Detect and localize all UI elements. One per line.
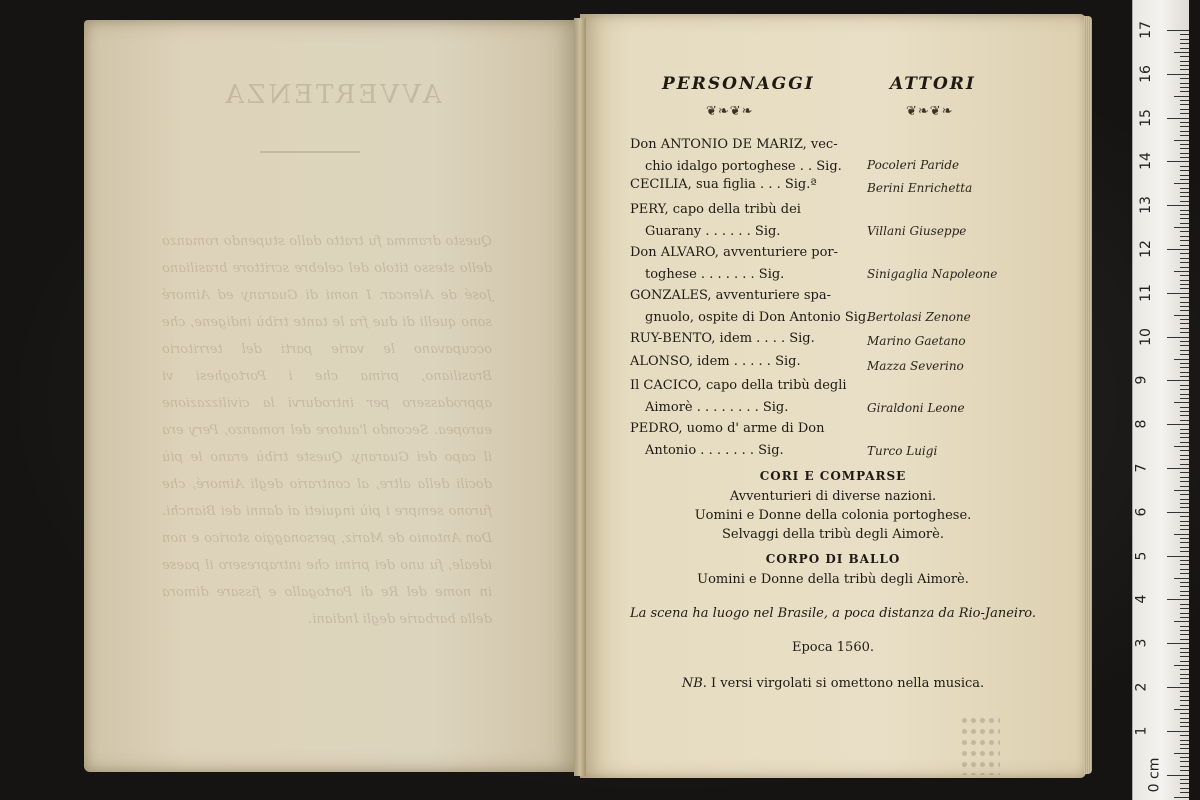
ruler-tick (1180, 691, 1189, 692)
ruler-tick (1180, 630, 1189, 631)
ruler-tick (1180, 529, 1189, 530)
actor-name: Marino Gaetano (867, 334, 966, 348)
ruler-number: 1 (1133, 726, 1150, 736)
ruler-number: 17 (1137, 21, 1154, 39)
ruler-tick (1167, 468, 1189, 469)
ruler-tick (1167, 687, 1189, 688)
ruler-tick (1180, 591, 1189, 592)
ruler-tick (1180, 696, 1189, 697)
ruler-number: 10 (1137, 327, 1154, 346)
role-line: chio idalgo portoghese . . Sig. (645, 159, 842, 174)
ruler-tick (1180, 582, 1189, 583)
ruler-tick (1180, 560, 1189, 561)
role-line: toghese . . . . . . . Sig. (645, 267, 785, 282)
ruler-number: 15 (1137, 108, 1154, 127)
ruler-number: 14 (1137, 152, 1154, 171)
ruler-tick (1167, 161, 1189, 162)
ruler-tick (1180, 420, 1189, 421)
actor-name: Sinigaglia Napoleone (867, 267, 998, 281)
ruler-tick (1180, 175, 1189, 176)
ruler-tick (1180, 713, 1189, 714)
ruler-tick (1180, 407, 1189, 408)
ruler-tick (1180, 302, 1189, 303)
ruler-tick (1180, 306, 1189, 307)
measuring-ruler (1132, 0, 1189, 800)
ruler-tick (1180, 201, 1189, 202)
ornament-left: ❦❧❦❧ (706, 104, 754, 119)
ruler-number: 11 (1137, 283, 1154, 302)
nb-text: I versi virgolati si omettono nella musica. (706, 676, 985, 691)
ruler-tick (1180, 648, 1189, 649)
ruler-tick (1180, 284, 1189, 285)
ruler-tick (1180, 43, 1189, 44)
role-line: RUY-BENTO, idem . . . . Sig. (630, 331, 815, 346)
ruler-tick (1180, 683, 1189, 684)
ruler-tick (1180, 744, 1189, 745)
ruler-tick (1180, 613, 1189, 614)
ruler-tick (1180, 604, 1189, 605)
role-alonso (630, 351, 801, 373)
ruler-tick (1180, 429, 1189, 430)
ruler-tick (1167, 643, 1189, 644)
ruler-tick (1180, 170, 1189, 171)
role-cacico (630, 375, 847, 419)
ruler-tick (1180, 761, 1189, 762)
ruler-tick (1180, 656, 1189, 657)
ruler-tick (1174, 621, 1189, 622)
ruler-tick (1180, 586, 1189, 587)
ruler-tick (1180, 674, 1189, 675)
ruler-tick (1167, 380, 1189, 381)
ruler-tick (1180, 332, 1189, 333)
ruler-tick (1180, 639, 1189, 640)
ruler-tick (1180, 262, 1189, 263)
ruler-tick (1180, 726, 1189, 727)
actor-name: Villani Giuseppe (867, 224, 967, 238)
ruler-tick (1180, 192, 1189, 193)
ruler-tick (1167, 30, 1189, 31)
ruler-tick (1180, 157, 1189, 158)
ruler-tick (1180, 131, 1189, 132)
ruler-tick (1180, 678, 1189, 679)
ruler-tick (1180, 661, 1189, 662)
ruler-tick (1180, 792, 1189, 793)
ghost-body: Questo dramma fu tratto dallo stupendo romanzo dello stesso titolo del celebre scrittore brasiliano José de Alencar. I nomi di Guarany ed Aimoré sono quelli di due fra le tante tribù indigene, che occupavano le varie parti del territorio Brasiliano, prima che i Portoghesi vi approdassero per introdurvi la civilizzazione europea. Secondo l'autore del romanzo, Pery era il capo dei Guarany. Queste tribù erano le più docili della altre, al contrario degli Aimoré, che furono sempre i più inquieti ai danni dei Bianchi. Don Antonio de Mariz, personaggio storico e non ideale, fu uno dei primi che intrapresero il paese in nome del Re di Portogallo e fissare dimora della barbarie degli Indiani. (162, 234, 492, 627)
ruler-tick (1180, 310, 1189, 311)
actor-name: Turco Luigi (867, 444, 938, 458)
ruler-tick (1174, 753, 1189, 754)
ruler-tick (1180, 109, 1189, 110)
header-characters: PERSONAGGI (662, 74, 815, 94)
ruler-tick (1180, 669, 1189, 670)
ruler-tick (1167, 556, 1189, 557)
ruler-tick (1180, 569, 1189, 570)
ruler-tick (1180, 779, 1189, 780)
ruler-tick (1167, 512, 1189, 513)
ruler-tick (1180, 69, 1189, 70)
ruler-tick (1180, 83, 1189, 84)
role-cecilia (630, 174, 817, 196)
ruler-tick (1174, 446, 1189, 447)
ruler-tick (1180, 503, 1189, 504)
ruler-tick (1180, 385, 1189, 386)
ruler-number: 13 (1137, 196, 1154, 215)
ruler-tick (1180, 323, 1189, 324)
ruler-tick (1180, 542, 1189, 543)
epoch: Epoca 1560. (791, 640, 875, 655)
ruler-tick (1167, 731, 1189, 732)
ruler-number: 0 cm (1146, 757, 1163, 792)
ruler-tick (1174, 490, 1189, 491)
ruler-tick (1174, 665, 1189, 666)
ruler-tick (1180, 153, 1189, 154)
role-ruy-bento (630, 328, 815, 350)
ruler-tick (1180, 328, 1189, 329)
ruler-tick (1180, 415, 1189, 416)
role-line: PEDRO, uomo d' arme di Don (630, 421, 825, 436)
ruler-tick (1180, 735, 1189, 736)
actor-name: Pocoleri Paride (867, 158, 960, 172)
ruler-tick (1180, 297, 1189, 298)
ruler-number: 8 (1133, 419, 1150, 429)
ruler-tick (1180, 481, 1189, 482)
chorus-line: Uomini e Donne della colonia portoghese. (694, 508, 972, 523)
cast-list (580, 14, 1086, 778)
ruler-tick (1180, 218, 1189, 219)
ruler-tick (1180, 783, 1189, 784)
ruler-tick (1167, 293, 1189, 294)
role-line: PERY, capo della tribù dei (630, 202, 801, 217)
ruler-tick (1174, 402, 1189, 403)
ruler-tick (1180, 486, 1189, 487)
ruler-tick (1180, 507, 1189, 508)
ruler-tick (1167, 775, 1189, 776)
ruler-tick (1174, 227, 1189, 228)
ruler-tick (1180, 56, 1189, 57)
actor-name: Mazza Severino (867, 359, 964, 373)
ruler-tick (1180, 722, 1189, 723)
ruler-tick (1180, 700, 1189, 701)
role-line: Il CACICO, capo della tribù degli (630, 378, 847, 393)
ruler-tick (1180, 61, 1189, 62)
ruler-number: 3 (1133, 638, 1150, 648)
ruler-tick (1174, 96, 1189, 97)
ruler-tick (1180, 350, 1189, 351)
ballet-line: Uomini e Donne della tribù degli Aimorè. (697, 572, 969, 587)
role-line: Don ALVARO, avventuriere por- (630, 245, 839, 260)
ruler-tick (1180, 319, 1189, 320)
ruler-number: 9 (1133, 375, 1150, 385)
ruler-tick (1180, 525, 1189, 526)
ruler-tick (1180, 740, 1189, 741)
ruler-number: 2 (1133, 682, 1150, 692)
ruler-number: 12 (1137, 240, 1154, 258)
ruler-tick (1180, 455, 1189, 456)
ruler-tick (1180, 258, 1189, 259)
ruler-tick (1174, 709, 1189, 710)
actor-name: Bertolasi Zenone (867, 310, 971, 324)
ruler-tick (1180, 538, 1189, 539)
ruler-tick (1180, 433, 1189, 434)
actor-name: Giraldoni Leone (867, 401, 965, 415)
ruler-tick (1180, 122, 1189, 123)
ruler-tick (1180, 214, 1189, 215)
ruler-tick (1180, 196, 1189, 197)
ruler-tick (1167, 74, 1189, 75)
header-actors: ATTORI (890, 74, 976, 94)
ruler-tick (1180, 748, 1189, 749)
role-line: ALONSO, idem . . . . . Sig. (630, 354, 801, 369)
ruler-tick (1174, 797, 1189, 798)
ruler-tick (1180, 757, 1189, 758)
actor-name: Berini Enrichetta (867, 181, 973, 195)
ruler-tick (1174, 271, 1189, 272)
role-line: CECILIA, sua figlia . . . Sig.ª (630, 177, 817, 192)
ruler-tick (1180, 91, 1189, 92)
ruler-tick (1167, 118, 1189, 119)
ruler-tick (1180, 494, 1189, 495)
chorus-line: Selvaggi della tribù degli Aimorè. (722, 527, 944, 542)
ruler-tick (1180, 65, 1189, 66)
ruler-tick (1180, 39, 1189, 40)
ruler-tick (1180, 718, 1189, 719)
ruler-tick (1180, 87, 1189, 88)
ruler-tick (1174, 315, 1189, 316)
ruler-tick (1180, 223, 1189, 224)
ruler-tick (1180, 547, 1189, 548)
role-line: Don ANTONIO DE MARIZ, vec- (630, 137, 838, 152)
ruler-tick (1174, 52, 1189, 53)
ruler-tick (1180, 100, 1189, 101)
ruler-tick (1180, 341, 1189, 342)
ruler-tick (1167, 424, 1189, 425)
role-gonzales (630, 285, 870, 329)
ruler-tick (1180, 345, 1189, 346)
ruler-tick (1180, 499, 1189, 500)
ruler-tick (1180, 437, 1189, 438)
ruler-number: 4 (1133, 594, 1150, 604)
role-line: Antonio . . . . . . . Sig. (645, 443, 784, 458)
ruler-tick (1167, 599, 1189, 600)
ruler-tick (1180, 280, 1189, 281)
ruler-tick (1180, 788, 1189, 789)
ruler-tick (1180, 354, 1189, 355)
ruler-tick (1180, 394, 1189, 395)
ruler-tick (1180, 398, 1189, 399)
ruler-tick (1180, 48, 1189, 49)
ruler-tick (1174, 534, 1189, 535)
ruler-tick (1180, 179, 1189, 180)
ruler-tick (1180, 626, 1189, 627)
ruler-tick (1180, 104, 1189, 105)
ruler-tick (1180, 267, 1189, 268)
ruler-tick (1180, 442, 1189, 443)
ruler-tick (1180, 770, 1189, 771)
scene-note: La scena ha luogo nel Brasile, a poca distanza da Rio-Janeiro. (629, 606, 1037, 621)
ruler-tick (1180, 166, 1189, 167)
role-alvaro (630, 242, 838, 286)
ruler-number: 16 (1137, 64, 1154, 83)
ornament-right: ❦❧❦❧ (906, 104, 954, 119)
ruler-tick (1180, 705, 1189, 706)
ruler-tick (1174, 578, 1189, 579)
nb-label: NB. (681, 676, 707, 691)
ruler-tick (1180, 126, 1189, 127)
ruler-tick (1180, 564, 1189, 565)
ruler-tick (1167, 337, 1189, 338)
ruler-tick (1180, 459, 1189, 460)
ruler-tick (1180, 450, 1189, 451)
ruler-tick (1180, 472, 1189, 473)
ruler-tick (1180, 521, 1189, 522)
ruler-tick (1180, 376, 1189, 377)
ruler-tick (1180, 240, 1189, 241)
ruler-tick (1180, 634, 1189, 635)
ruler-tick (1180, 135, 1189, 136)
role-line: GONZALES, avventuriere spa- (630, 288, 832, 303)
ruler-tick (1180, 389, 1189, 390)
ruler-tick (1180, 477, 1189, 478)
role-antonio (630, 134, 842, 178)
ruler-tick (1167, 249, 1189, 250)
ruler-tick (1180, 288, 1189, 289)
ruler-tick (1180, 231, 1189, 232)
ruler-tick (1180, 372, 1189, 373)
ghost-rule (260, 151, 360, 153)
ruler-tick (1174, 140, 1189, 141)
ruler-tick (1180, 464, 1189, 465)
ruler-tick (1180, 573, 1189, 574)
role-pedro (630, 418, 824, 462)
ruler-tick (1180, 78, 1189, 79)
ruler-tick (1180, 236, 1189, 237)
ruler-tick (1174, 359, 1189, 360)
role-pery (630, 199, 801, 243)
ruler-tick (1180, 411, 1189, 412)
ruler-tick (1180, 367, 1189, 368)
ruler-tick (1180, 595, 1189, 596)
ruler-tick (1180, 608, 1189, 609)
ruler-number: 7 (1133, 463, 1150, 473)
ruler-tick (1167, 205, 1189, 206)
ruler-tick (1174, 183, 1189, 184)
ruler-tick (1180, 113, 1189, 114)
nb-note (580, 676, 1086, 691)
ink-stain (960, 715, 1000, 775)
ruler-number: 5 (1133, 551, 1150, 561)
role-line: gnuolo, ospite di Don Antonio Sig. (645, 310, 871, 325)
bleed-through-text (84, 20, 580, 772)
role-line: Guarany . . . . . . Sig. (645, 224, 781, 239)
ruler-tick (1180, 245, 1189, 246)
ruler-tick (1180, 148, 1189, 149)
ruler-tick (1180, 551, 1189, 552)
ruler-tick (1180, 188, 1189, 189)
ruler-tick (1180, 144, 1189, 145)
ruler-tick (1180, 363, 1189, 364)
chorus-title: CORI E COMPARSE (759, 469, 907, 483)
ghost-title: AVVERTENZA (222, 80, 442, 110)
ruler-number: 6 (1133, 507, 1150, 517)
ballet-title: CORPO DI BALLO (765, 552, 901, 566)
ruler-tick (1180, 34, 1189, 35)
ruler-tick (1180, 210, 1189, 211)
role-line: Aimorè . . . . . . . . Sig. (645, 400, 789, 415)
ruler-tick (1180, 516, 1189, 517)
ruler-tick (1180, 617, 1189, 618)
ruler-tick (1180, 275, 1189, 276)
ruler-tick (1180, 652, 1189, 653)
ruler-tick (1180, 253, 1189, 254)
chorus-line: Avventurieri di diverse nazioni. (729, 489, 937, 504)
ruler-tick (1180, 766, 1189, 767)
